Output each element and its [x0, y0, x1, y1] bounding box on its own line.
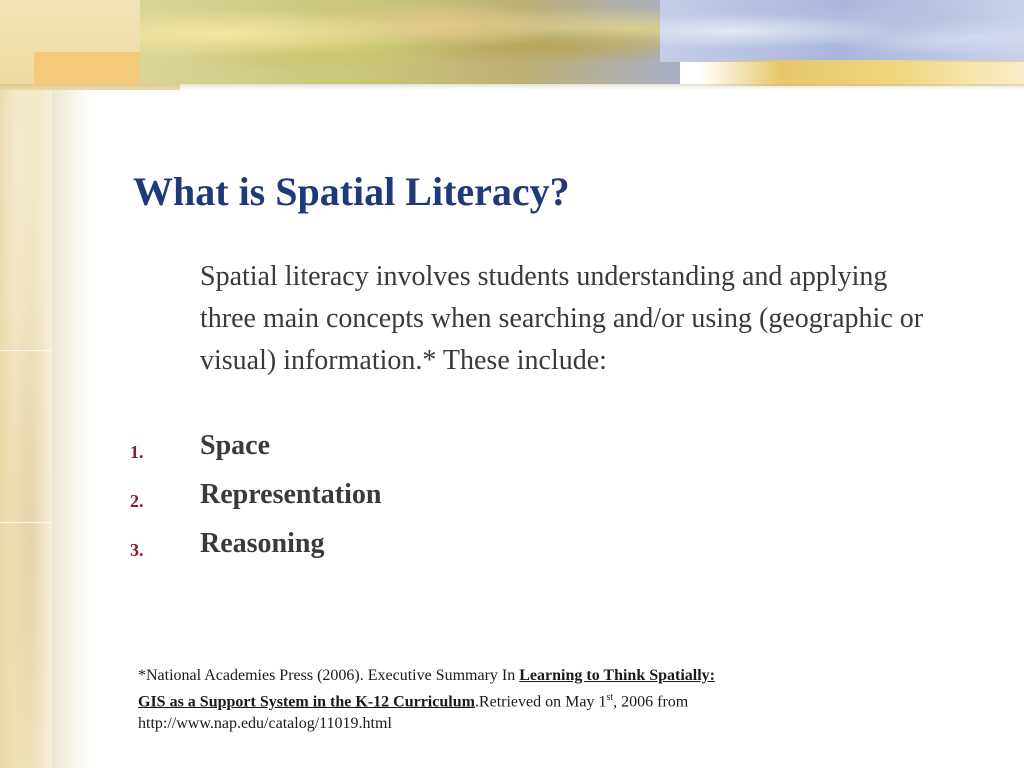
- list-item: [130, 479, 730, 528]
- list-number: 1.: [130, 442, 144, 462]
- decorative-banner: [0, 0, 1024, 90]
- citation-date: , 2006 from: [613, 693, 689, 711]
- banner-gold-strip: [700, 60, 1024, 86]
- slide-title: What is Spatial Literacy?: [133, 169, 570, 214]
- citation-prefix: *National Academies Press (2006). Executive Summary In: [138, 667, 520, 684]
- list-label-representation: Representation: [200, 479, 382, 510]
- list-label-reasoning: Reasoning: [200, 528, 325, 559]
- left-fade: [52, 85, 92, 768]
- citation-book-title-part2[interactable]: GIS as a Support System in the K-12 Curriculum: [138, 693, 475, 711]
- list-item: [130, 430, 730, 479]
- citation-line-1: [138, 665, 898, 687]
- list-item: [130, 528, 730, 577]
- citation-footnote: [138, 665, 898, 735]
- citation-retrieved: .Retrieved on May 1: [474, 693, 607, 711]
- parchment-left-strip: [0, 0, 52, 768]
- citation-superscript: st: [606, 692, 614, 703]
- list-number: 2.: [130, 491, 144, 511]
- intro-paragraph: Spatial literacy involves students understanding and applying three main concepts when searching and/or using (geographic or visual) information.* These include:: [200, 261, 924, 376]
- banner-shadow: [0, 84, 1024, 90]
- banner-leaves-image: [140, 0, 680, 84]
- citation-url[interactable]: http://www.nap.edu/catalog/11019.html: [138, 715, 392, 733]
- list-label-space: Space: [200, 430, 270, 461]
- citation-book-title-part1[interactable]: Learning to Think Spatially:: [519, 667, 716, 684]
- strip-seam: [0, 522, 52, 523]
- banner-gold-bar: [34, 52, 154, 84]
- concept-list: [130, 430, 730, 577]
- strip-seam: [0, 350, 52, 351]
- citation-line-2: [138, 687, 898, 713]
- list-number: 3.: [130, 540, 144, 560]
- banner-blue-texture: [660, 0, 1024, 62]
